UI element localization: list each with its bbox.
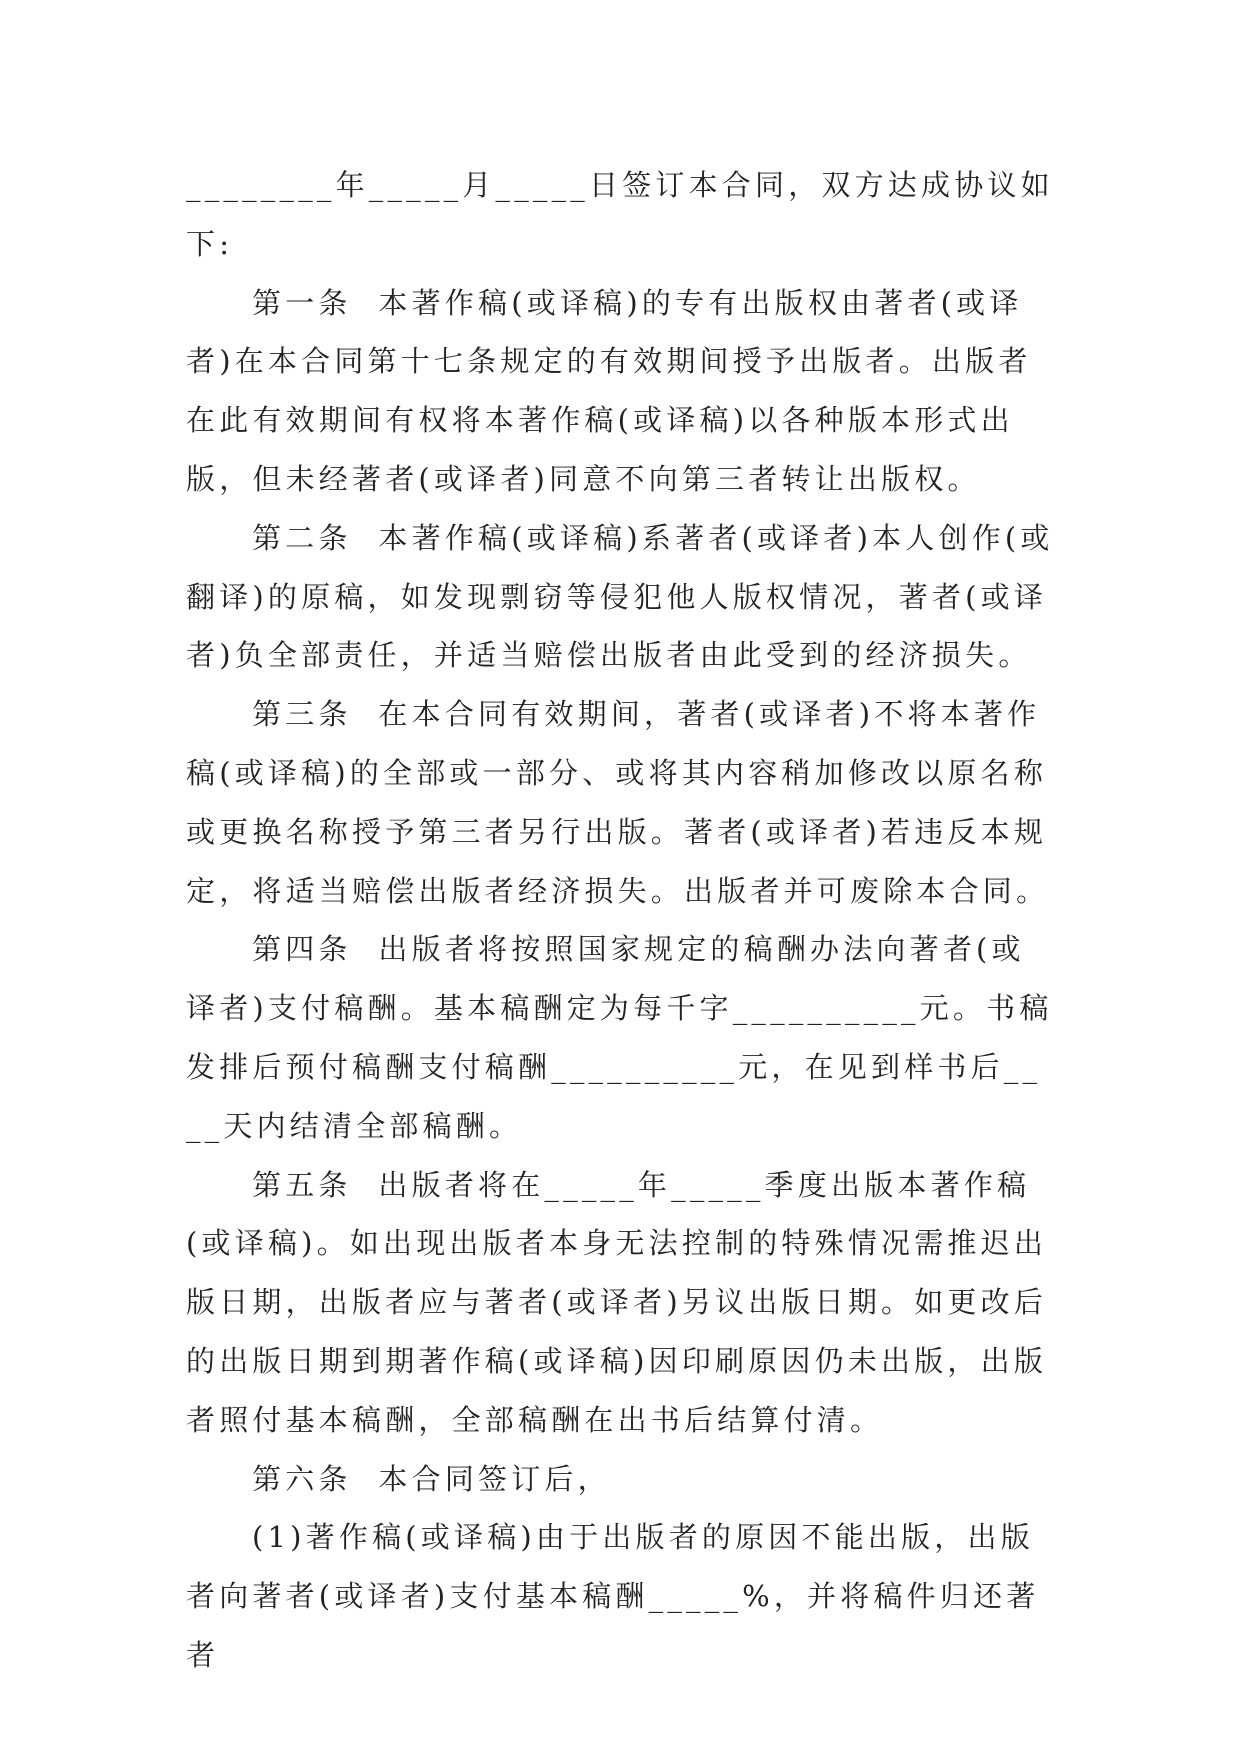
- article-6-clause-1: (1)著作稿(或译稿)由于出版者的原因不能出版，出版者向著者(或译者)支付基本稿酬_____%，并将稿件归还著者: [186, 1520, 1040, 1672]
- article-3: 第三条 在本合同有效期间，著者(或译者)不将本著作稿(或译稿)的全部或一部分、或将其内容稍加修改以原名称或更换名称授予第三者另行出版。著者(或译者)若违反本规定，将适当赔偿出版者经济损失。出版者并可废除本合同。: [186, 697, 1050, 908]
- article-2: 第二条 本著作稿(或译稿)系著者(或译者)本人创作(或翻译)的原稿，如发现剽窃等侵犯他人版权情况，著者(或译者)负全部责任，并适当赔偿出版者由此受到的经济损失。: [186, 520, 1054, 673]
- article-6: 第六条 本合同签订后，: [252, 1461, 611, 1496]
- article-1: 第一条 本著作稿(或译稿)的专有出版权由著者(或译者)在本合同第十七条规定的有效期间授予出版者。出版者在此有效期间有权将本著作稿(或译稿)以各种版本形式出版，但未经著者(或译者)同意不向第三者转让出版权。: [186, 285, 1032, 496]
- article-4: 第四条 出版者将按照国家规定的稿酬办法向著者(或译者)支付稿酬。基本稿酬定为每千字__________元。书稿发排后预付稿酬支付稿酬__________元，在见到样书后____天内结清全部稿酬。: [186, 932, 1053, 1143]
- contract-body: [186, 156, 1056, 1685]
- article-5: 第五条 出版者将在_____年_____季度出版本著作稿(或译稿)。如出现出版者本身无法控制的特殊情况需推迟出版日期，出版者应与著者(或译者)另议出版日期。如更改后的出版日期到期著作稿(或译稿)因印刷原因仍未出版，出版者照付基本稿酬，全部稿酬在出书后结算付清。: [186, 1167, 1048, 1437]
- contract-opening-line: ________年_____月_____日签订本合同，双方达成协议如下:: [186, 168, 1054, 261]
